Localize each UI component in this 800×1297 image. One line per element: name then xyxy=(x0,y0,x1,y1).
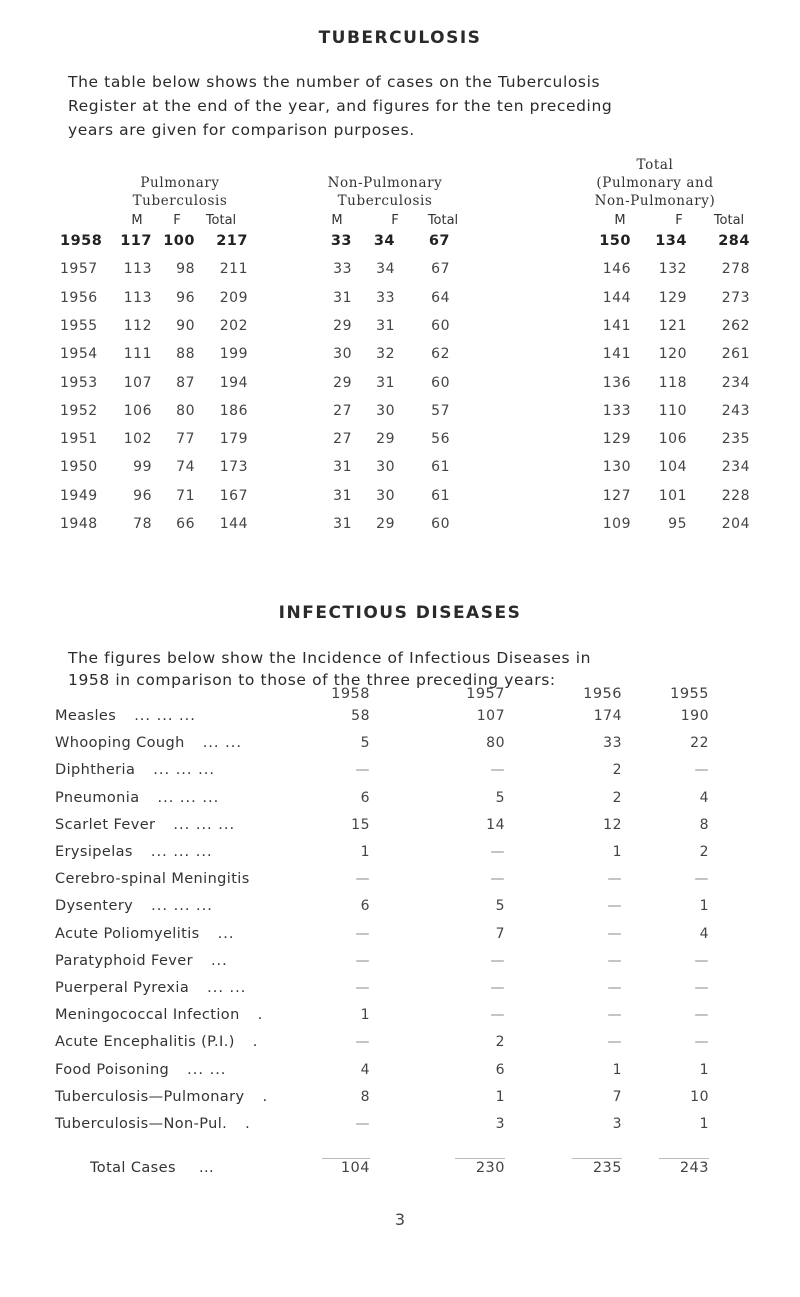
inf-row-label xyxy=(55,1089,268,1105)
tb-cell: 100 xyxy=(163,233,195,249)
tb-cell: 33 xyxy=(330,233,352,249)
inf-cell: 14 xyxy=(486,816,505,833)
inf-cell: — xyxy=(490,871,505,888)
inf-row-label xyxy=(55,1062,226,1078)
tb-cell: 278 xyxy=(721,261,750,278)
tb-cell: 96 xyxy=(133,487,152,504)
tuberculosis-title: TUBERCULOSIS xyxy=(318,28,482,48)
tb-cell: 30 xyxy=(376,487,395,504)
tb-cell: 32 xyxy=(376,346,395,363)
tb-row-year: 1949 xyxy=(60,487,98,504)
tb-cell: 133 xyxy=(602,402,631,419)
tb-cell: 129 xyxy=(658,289,687,306)
inf-cell: — xyxy=(607,898,622,915)
subhead-nonpul-f: F xyxy=(391,213,399,228)
leader-dots: . xyxy=(245,1116,251,1132)
total-header-line-2: (Pulmonary and xyxy=(596,175,714,191)
inf-year-1958: 1958 xyxy=(331,686,370,702)
tb-cell: 29 xyxy=(333,317,352,334)
leader-dots: ... ... ... xyxy=(157,789,220,806)
tb-cell: 31 xyxy=(333,289,352,306)
inf-cell: 1 xyxy=(360,1007,370,1024)
tb-cell: 61 xyxy=(431,459,450,476)
leader-dots: ... xyxy=(217,925,235,942)
tb-cell: 209 xyxy=(219,289,248,306)
tb-cell: 67 xyxy=(428,233,450,249)
inf-cell: 22 xyxy=(690,735,709,752)
tb-cell: 64 xyxy=(431,289,450,306)
tb-cell: 31 xyxy=(333,487,352,504)
inf-cell: — xyxy=(694,980,709,996)
tb-cell: 60 xyxy=(431,516,450,532)
tb-cell: 33 xyxy=(376,289,395,306)
total-rule-1957 xyxy=(455,1158,505,1159)
total-cases-label xyxy=(90,1160,214,1176)
tb-cell: 29 xyxy=(376,431,395,448)
tb-cell: 33 xyxy=(333,261,352,278)
inf-cell: 6 xyxy=(360,898,370,915)
inf-intro-line-2: 1958 in comparison to those of the three preceding years: xyxy=(68,671,556,689)
total-rule-1956 xyxy=(572,1158,622,1159)
inf-row-label xyxy=(55,898,213,914)
total-cases-text: Total Cases xyxy=(90,1160,176,1176)
tb-cell: 61 xyxy=(431,487,450,504)
tb-cell: 106 xyxy=(658,431,687,448)
disease-name: Food Poisoning xyxy=(55,1061,170,1078)
tb-cell: 66 xyxy=(176,516,195,532)
tb-cell: 99 xyxy=(133,459,152,476)
tb-cell: 90 xyxy=(176,317,195,334)
tb-cell: 101 xyxy=(658,487,687,504)
tb-cell: 31 xyxy=(333,516,352,532)
inf-cell: 174 xyxy=(593,708,622,724)
tb-cell: 243 xyxy=(721,402,750,419)
leader-dots: ... ... xyxy=(187,1061,227,1078)
leader-dots: ... ... ... xyxy=(150,844,213,860)
tb-cell: 228 xyxy=(721,487,750,504)
tb-row-year: 1956 xyxy=(60,289,98,306)
inf-cell: 8 xyxy=(360,1088,370,1105)
inf-cell: 10 xyxy=(690,1088,709,1105)
inf-cell: — xyxy=(694,871,709,888)
inf-cell: — xyxy=(490,762,505,779)
inf-cell: 6 xyxy=(495,1061,505,1078)
inf-cell: 5 xyxy=(360,735,370,752)
tb-cell: 30 xyxy=(376,402,395,419)
inf-cell: — xyxy=(607,871,622,888)
tb-cell: 234 xyxy=(721,459,750,476)
inf-cell: 2 xyxy=(495,1034,505,1051)
tb-cell: 109 xyxy=(602,516,631,532)
inf-row-label xyxy=(55,926,234,942)
tb-cell: 71 xyxy=(176,487,195,504)
non-pulmonary-header-line-1: Non-Pulmonary xyxy=(327,175,443,191)
tb-row-year: 1955 xyxy=(60,317,98,334)
inf-cell: 15 xyxy=(351,816,370,833)
tb-cell: 202 xyxy=(219,317,248,334)
inf-cell: 1 xyxy=(612,844,622,860)
tb-cell: 120 xyxy=(658,346,687,363)
inf-row-label xyxy=(55,817,235,833)
inf-row-label xyxy=(55,708,196,724)
inf-row-label xyxy=(55,871,250,887)
inf-row-label xyxy=(55,1007,263,1023)
tb-cell: 110 xyxy=(658,402,687,419)
inf-cell: — xyxy=(694,762,709,779)
subhead-pul-m: M xyxy=(131,213,143,228)
tb-cell: 87 xyxy=(176,374,195,391)
total-cases-1957: 230 xyxy=(475,1160,505,1176)
inf-cell: — xyxy=(694,1034,709,1051)
tb-cell: 31 xyxy=(376,374,395,391)
non-pulmonary-header-line-2: Tuberculosis xyxy=(337,193,433,209)
inf-cell: — xyxy=(355,980,370,996)
inf-cell: 3 xyxy=(612,1116,622,1132)
tb-cell: 261 xyxy=(721,346,750,363)
inf-cell: 1 xyxy=(699,898,709,915)
tb-cell: 141 xyxy=(602,317,631,334)
inf-cell: 1 xyxy=(360,844,370,860)
leader-dots: ... ... ... xyxy=(153,762,215,779)
tb-cell: 235 xyxy=(721,431,750,448)
total-cases-1958: 104 xyxy=(340,1160,370,1176)
tb-cell: 136 xyxy=(602,374,631,391)
tb-cell: 194 xyxy=(219,374,248,391)
inf-cell: — xyxy=(355,1116,370,1132)
inf-cell: 1 xyxy=(495,1088,505,1105)
tb-cell: 62 xyxy=(431,346,450,363)
pulmonary-header-line-1: Pulmonary xyxy=(140,175,220,191)
disease-name: Tuberculosis—Pulmonary xyxy=(55,1088,245,1105)
tb-intro-line-3: years are given for comparison purposes. xyxy=(68,121,415,139)
subhead-nonpul-m: M xyxy=(331,213,343,228)
leader-dots: ... ... ... xyxy=(173,816,236,833)
tb-row-year: 1952 xyxy=(60,402,98,419)
tb-cell: 34 xyxy=(376,261,395,278)
tb-cell: 132 xyxy=(658,261,687,278)
tb-cell: 211 xyxy=(219,261,248,278)
inf-cell: 5 xyxy=(495,898,505,915)
tb-row-year: 1951 xyxy=(60,431,98,448)
leader-dots: ... ... xyxy=(207,980,247,996)
inf-cell: 4 xyxy=(699,789,709,806)
tb-row-year: 1950 xyxy=(60,459,98,476)
inf-row-label xyxy=(55,762,215,778)
inf-cell: 80 xyxy=(486,735,505,752)
pulmonary-header-line-2: Tuberculosis xyxy=(132,193,228,209)
total-cases-1955: 243 xyxy=(679,1160,709,1176)
tb-cell: 98 xyxy=(176,261,195,278)
tb-cell: 31 xyxy=(333,459,352,476)
tb-cell: 106 xyxy=(123,402,152,419)
tb-cell: 186 xyxy=(219,402,248,419)
tb-cell: 129 xyxy=(602,431,631,448)
inf-cell: — xyxy=(355,762,370,779)
disease-name: Pneumonia xyxy=(55,789,140,806)
tb-cell: 104 xyxy=(658,459,687,476)
subhead-total-total: Total xyxy=(713,213,745,228)
tb-cell: 204 xyxy=(721,516,750,532)
tb-cell: 95 xyxy=(668,516,687,532)
total-header-line-3: Non-Pulmonary) xyxy=(594,193,716,209)
tb-cell: 150 xyxy=(599,233,631,249)
disease-name: Measles xyxy=(55,708,117,724)
leader-dots: . xyxy=(262,1088,269,1105)
inf-row-label xyxy=(55,790,219,806)
inf-row-label xyxy=(55,1116,251,1132)
tb-cell: 27 xyxy=(333,431,352,448)
tb-cell: 57 xyxy=(431,402,450,419)
inf-cell: — xyxy=(490,844,505,860)
inf-cell: — xyxy=(694,1007,709,1024)
tb-cell: 167 xyxy=(219,487,248,504)
inf-cell: 4 xyxy=(360,1061,370,1078)
tb-row-year: 1948 xyxy=(60,516,98,532)
tb-cell: 121 xyxy=(658,317,687,334)
inf-cell: — xyxy=(355,1034,370,1051)
disease-name: Tuberculosis—Non-Pul. xyxy=(55,1116,228,1132)
subhead-total-f: F xyxy=(675,213,683,228)
inf-cell: — xyxy=(607,980,622,996)
inf-cell: 58 xyxy=(351,708,370,724)
subhead-pul-f: F xyxy=(173,213,181,228)
tb-cell: 234 xyxy=(721,374,750,391)
tb-cell: 56 xyxy=(431,431,450,448)
disease-name: Meningococcal Infection xyxy=(55,1007,240,1024)
total-cases-dots: ... xyxy=(198,1160,214,1176)
tb-cell: 112 xyxy=(123,317,152,334)
disease-name: Scarlet Fever xyxy=(55,816,156,833)
inf-cell: — xyxy=(607,952,622,969)
total-cases-1956: 235 xyxy=(592,1160,622,1176)
tb-cell: 113 xyxy=(123,261,152,278)
inf-intro-line-1: The figures below show the Incidence of Infectious Diseases in xyxy=(68,649,592,667)
inf-cell: 190 xyxy=(680,708,709,724)
tb-cell: 134 xyxy=(655,233,687,249)
tb-cell: 144 xyxy=(602,289,631,306)
tb-row-year: 1957 xyxy=(60,261,98,278)
tb-cell: 173 xyxy=(219,459,248,476)
inf-cell: 33 xyxy=(603,735,622,752)
inf-year-1955: 1955 xyxy=(670,686,709,702)
subhead-nonpul-total: Total xyxy=(427,213,459,228)
subhead-pul-total: Total xyxy=(205,213,237,228)
disease-name: Dysentery xyxy=(55,898,134,915)
tb-cell: 284 xyxy=(718,233,750,249)
inf-cell: — xyxy=(490,980,505,996)
tb-cell: 107 xyxy=(123,374,152,391)
tb-row-year: 1958 xyxy=(60,233,103,249)
inf-row-label xyxy=(55,844,213,860)
leader-dots: . xyxy=(252,1034,259,1051)
inf-cell: — xyxy=(355,952,370,969)
tb-row-year: 1954 xyxy=(60,346,98,363)
infectious-diseases-title: INFECTIOUS DISEASES xyxy=(278,603,522,623)
disease-name: Whooping Cough xyxy=(55,735,185,752)
page-number: 3 xyxy=(394,1210,406,1229)
tb-cell: 60 xyxy=(431,317,450,334)
tb-cell: 217 xyxy=(216,233,248,249)
tb-cell: 102 xyxy=(123,431,152,448)
inf-cell: — xyxy=(607,1034,622,1051)
inf-year-1957: 1957 xyxy=(466,686,505,702)
tb-cell: 127 xyxy=(602,487,631,504)
inf-cell: — xyxy=(355,871,370,888)
total-header-line-1: Total xyxy=(636,157,674,173)
tb-cell: 29 xyxy=(333,374,352,391)
inf-cell: 107 xyxy=(476,708,505,724)
tb-cell: 78 xyxy=(133,516,152,532)
tb-cell: 118 xyxy=(658,374,687,391)
tb-cell: 60 xyxy=(431,374,450,391)
tb-cell: 111 xyxy=(123,346,152,363)
tb-intro-line-1: The table below shows the number of cases on the Tuberculosis xyxy=(68,73,601,91)
leader-dots: . xyxy=(257,1007,264,1024)
tb-cell: 96 xyxy=(176,289,195,306)
inf-row-label xyxy=(55,735,242,751)
disease-name: Acute Encephalitis (P.I.) xyxy=(55,1034,235,1051)
tb-cell: 130 xyxy=(602,459,631,476)
inf-row-label xyxy=(55,1034,258,1050)
inf-cell: — xyxy=(355,925,370,942)
leader-dots: ... ... ... xyxy=(151,898,213,915)
inf-cell: 2 xyxy=(699,844,709,860)
tb-cell: 179 xyxy=(219,431,248,448)
tb-cell: 144 xyxy=(219,516,248,532)
inf-cell: — xyxy=(607,925,622,942)
inf-cell: 5 xyxy=(495,789,505,806)
inf-cell: 8 xyxy=(699,816,709,833)
disease-name: Puerperal Pyrexia xyxy=(55,980,190,996)
tb-cell: 199 xyxy=(219,346,248,363)
disease-name: Paratyphoid Fever xyxy=(55,952,193,969)
total-rule-1955 xyxy=(659,1158,709,1159)
disease-name: Diphtheria xyxy=(55,762,136,779)
tb-cell: 30 xyxy=(376,459,395,476)
inf-cell: 7 xyxy=(612,1088,622,1105)
tb-cell: 141 xyxy=(602,346,631,363)
tb-cell: 113 xyxy=(123,289,152,306)
inf-row-label xyxy=(55,953,228,969)
tb-cell: 34 xyxy=(373,233,395,249)
inf-cell: 3 xyxy=(495,1116,505,1132)
tb-cell: 88 xyxy=(176,346,195,363)
leader-dots: ... ... ... xyxy=(134,708,196,724)
inf-cell: 1 xyxy=(612,1061,622,1078)
tb-cell: 30 xyxy=(333,346,352,363)
disease-name: Erysipelas xyxy=(55,844,133,860)
inf-cell: 1 xyxy=(699,1116,709,1132)
inf-cell: 7 xyxy=(495,925,505,942)
inf-cell: — xyxy=(694,952,709,969)
inf-year-1956: 1956 xyxy=(583,686,622,702)
tb-cell: 31 xyxy=(376,317,395,334)
inf-cell: 2 xyxy=(612,762,622,779)
tb-cell: 67 xyxy=(431,261,450,278)
inf-cell: 6 xyxy=(360,789,370,806)
tb-cell: 80 xyxy=(176,402,195,419)
tb-cell: 29 xyxy=(376,516,395,532)
inf-cell: 4 xyxy=(699,925,709,942)
tb-cell: 146 xyxy=(602,261,631,278)
total-rule-1958 xyxy=(322,1158,370,1159)
tb-cell: 74 xyxy=(176,459,195,476)
inf-cell: 1 xyxy=(699,1061,709,1078)
inf-cell: 2 xyxy=(612,789,622,806)
tb-cell: 27 xyxy=(333,402,352,419)
inf-cell: 12 xyxy=(603,816,622,833)
inf-cell: — xyxy=(490,952,505,969)
tb-row-year: 1953 xyxy=(60,374,98,391)
disease-name: Cerebro-spinal Meningitis xyxy=(55,871,250,888)
tb-intro-line-2: Register at the end of the year, and figures for the ten preceding xyxy=(68,97,613,115)
tb-cell: 273 xyxy=(721,289,750,306)
leader-dots: ... ... xyxy=(202,735,242,752)
tb-cell: 117 xyxy=(120,233,152,249)
subhead-total-m: M xyxy=(614,213,626,228)
inf-row-label xyxy=(55,980,246,996)
tb-cell: 77 xyxy=(176,431,195,448)
disease-name: Acute Poliomyelitis xyxy=(55,925,200,942)
inf-cell: — xyxy=(607,1007,622,1024)
tb-cell: 262 xyxy=(721,317,750,334)
leader-dots: ... xyxy=(210,952,228,969)
inf-cell: — xyxy=(490,1007,505,1024)
